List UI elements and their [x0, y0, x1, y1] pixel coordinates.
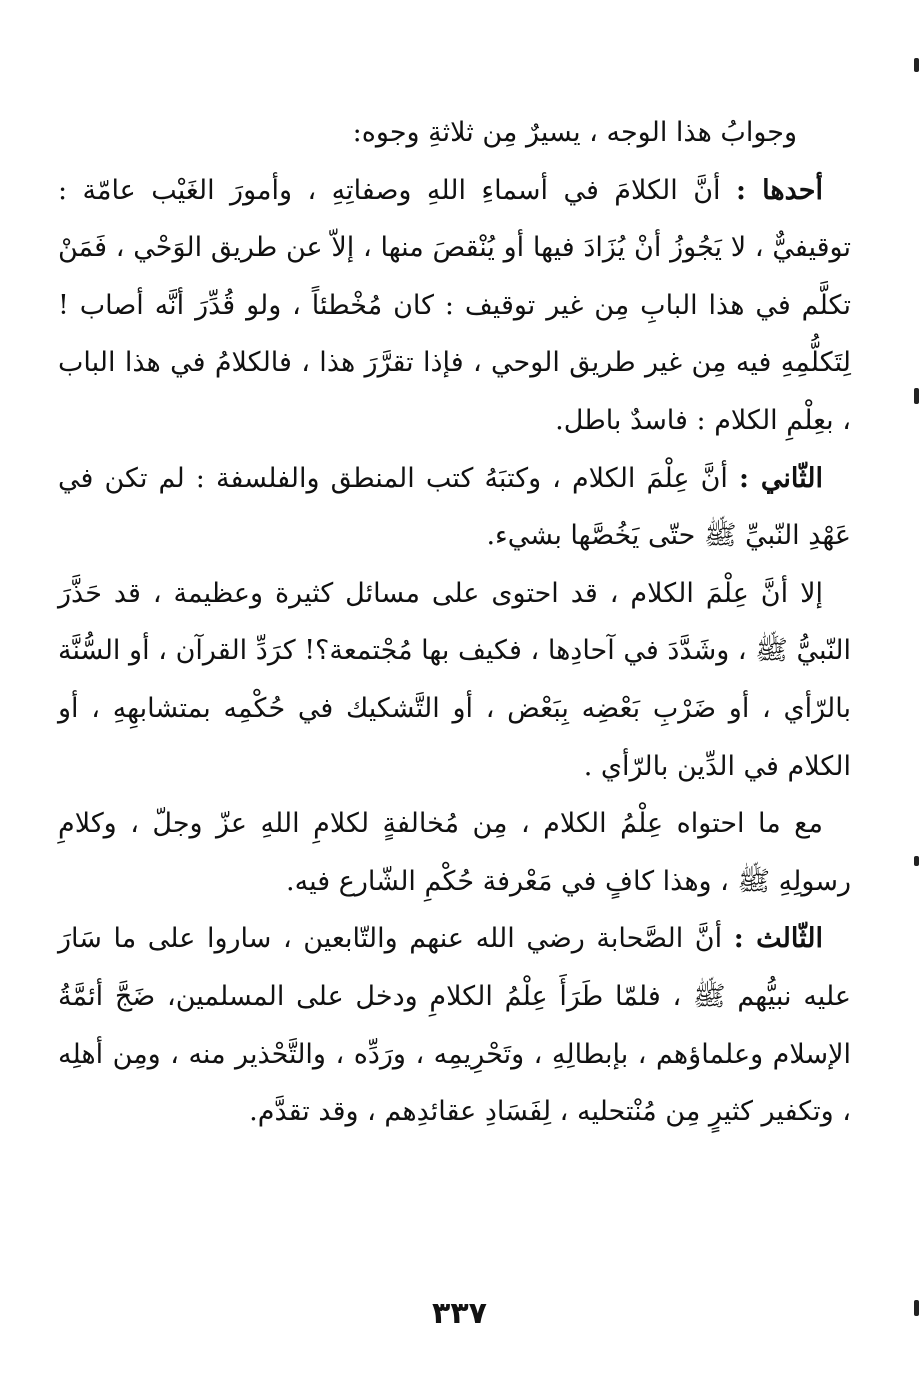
paragraph-continuation: [58, 565, 851, 795]
scan-edge-mark: [914, 388, 919, 404]
paragraph-text: إلا أنَّ عِلْمَ الكلام ، قد احتوى على مسائل كثيرة وعظيمة ، قد حَذَّرَ النّبيُّ ﷺ ، وشَدَّدَ في آحادِها ، فكيف بها مُجْتمعة؟! كرَدِّ القرآن ، أو السُّنَّة بالرّأي ، أو ضَرْبِ بَعْضِه بِبَعْض ، أو التَّشكيك في حُكْمِه بمتشابهِهِ ، أو الكلام في الدِّين بالرّأي .: [58, 577, 851, 782]
paragraph-lead: أحدها :: [735, 174, 823, 206]
scan-edge-mark: [914, 58, 919, 72]
page-body-text: [58, 104, 851, 1141]
scan-edge-mark: [914, 1300, 919, 1316]
paragraph-continuation: [58, 795, 851, 910]
paragraph-second-point: [58, 450, 851, 565]
paragraph-text: أنَّ الصَّحابة رضي الله عنهم والتّابعين ، ساروا على ما سَارَ عليه نبيُّهم ﷺ ، فلمّا طَرَأَ عِلْمُ الكلامِ ودخل على المسلمين، ضَجَّ أئمَّةُ الإسلام وعلماؤهم ، بإبطالِهِ ، وتَحْرِيمِه ، ورَدِّه ، والتَّحْذير منه ، ومِن أهلِه ، وتكفير كثيرٍ مِن مُنْتحليه ، لِفَسَادِ عقائدِهم ، وقد تقدَّم.: [58, 923, 851, 1128]
paragraph-third-point: [58, 910, 851, 1140]
intro-paragraph: وجوابُ هذا الوجه ، يسيرٌ مِن ثلاثةِ وجوه:: [352, 117, 797, 148]
page-number: ٣٣٧: [432, 1296, 487, 1331]
paragraph-first-point: [58, 162, 851, 450]
paragraph-text: أنَّ الكلامَ في أسماءِ اللهِ وصفاتِهِ ، وأمورَ الغَيْب عامّة : توقيفيٌّ ، لا يَجُوزُ أنْ يُزَادَ فيها أو يُنْقصَ منها ، إلاّ عن طريق الوَحْي ، فَمَنْ تكلَّم في هذا البابِ مِن غير توقيف : كان مُخْطئاً ، ولو قُدِّرَ أنَّه أصاب ! لِتَكلُّمِهِ فيه مِن غير طريق الوحي ، فإذا تقرَّرَ هذا ، فالكلامُ في هذا الباب ، بعِلْمِ الكلام : فاسدٌ باطل.: [58, 174, 851, 436]
paragraph-lead: الثّالث :: [733, 923, 823, 955]
paragraph-text: أنَّ عِلْمَ الكلام ، وكتبَهُ كتب المنطق والفلسفة : لم تكن في عَهْدِ النّبيِّ ﷺ حتّى يَخُصَّها بشيء.: [58, 462, 851, 552]
scan-edge-mark: [914, 856, 919, 866]
paragraph-text: مع ما احتواه عِلْمُ الكلام ، مِن مُخالفةٍ لكلامِ اللهِ عزّ وجلّ ، وكلامِ رسولِهِ ﷺ ، وهذا كافٍ في مَعْرفة حُكْمِ الشّارع فيه.: [58, 808, 851, 897]
paragraph-lead: الثّاني :: [739, 462, 823, 494]
